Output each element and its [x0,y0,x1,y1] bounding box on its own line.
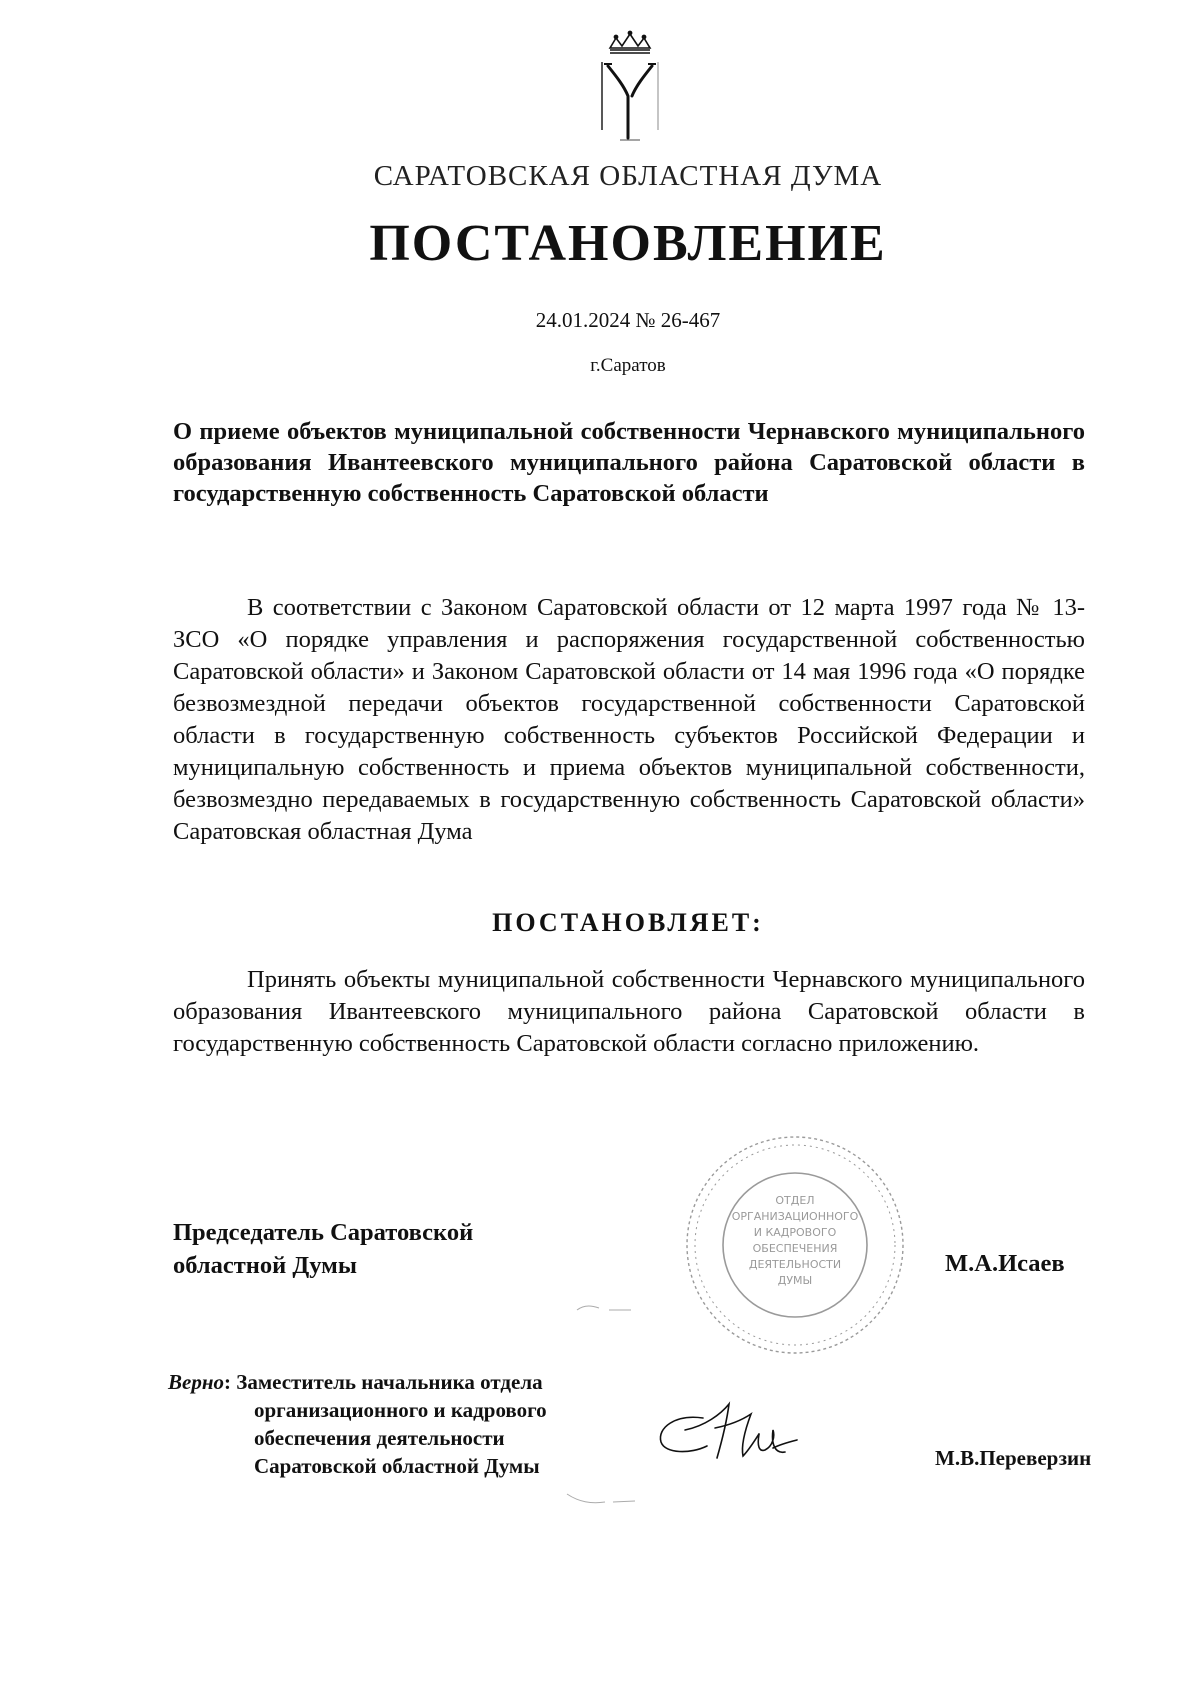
seal-line: ДУМЫ [777,1274,813,1287]
certified-copy-block [168,1368,628,1480]
seal-line: ДЕЯТЕЛЬНОСТИ [748,1258,842,1271]
certifier-title-line: обеспечения деятельности [254,1426,505,1450]
seal-line: ОТДЕЛ [775,1194,815,1207]
document-city: г.Саратов [590,355,666,376]
round-stamp-icon [680,1130,910,1360]
signatory-title-line: областной Думы [173,1252,358,1279]
saratov-duma-crown-emblem-icon [590,30,670,148]
certifier-name: М.В.Переверзин [935,1446,1092,1470]
document-type-title: ПОСТАНОВЛЕНИЕ [369,215,887,272]
handwritten-signature-icon [655,1400,805,1470]
signatory-title-line: Председатель Саратовской [173,1219,474,1246]
preamble-paragraph: В соответствии с Законом Саратовской области от 12 марта 1997 года № 13-ЗСО «О порядке управления и распоряжения государственной собственностью Саратовской области» и Законом Саратовской области от 14 мая 1996 года «О порядке безвозмездной передачи объектов государственной собственности Саратовской области в государственную собственность субъектов Российской Федерации и муниципальную собственность и приема объектов муниципальной собственности, безвозмездно передаваемых в государственную собственность Саратовской области» Саратовская областная Дума [173,594,1085,845]
resolution-paragraph: Принять объекты муниципальной собственности Чернавского муниципального образования Ивантеевского муниципального района Саратовской области в государственную собственность Саратовской области согласно приложению. [173,966,1085,1057]
decree-heading: ПОСТАНОВЛЯЕТ: [492,908,764,937]
certifier-title-line: Заместитель начальника отдела [236,1370,543,1394]
signatory-title [173,1216,593,1282]
document-date-number: 24.01.2024 № 26-467 [535,308,721,332]
scan-artifact [575,1300,635,1316]
scan-artifact [565,1490,645,1510]
certifier-title-line: Саратовской областной Думы [254,1454,540,1478]
organization-name: САРАТОВСКАЯ ОБЛАСТНАЯ ДУМА [373,160,883,192]
seal-line: И КАДРОВОГО [753,1226,837,1239]
certified-label: Верно [168,1370,224,1394]
certifier-title-line: организационного и кадрового [254,1398,547,1422]
certified-copy-first-line: Верно: Заместитель начальника отдела [168,1370,543,1394]
seal-line: ОРГАНИЗАЦИОННОГО [731,1210,859,1223]
seal-line: ОБЕСПЕЧЕНИЯ [752,1242,838,1255]
signatory-name: М.А.Исаев [945,1250,1065,1277]
document-subject: О приеме объектов муниципальной собственности Чернавского муниципального образования Ивантеевского муниципального района Саратовской области в государственную собственность Саратовской области [173,418,1085,507]
